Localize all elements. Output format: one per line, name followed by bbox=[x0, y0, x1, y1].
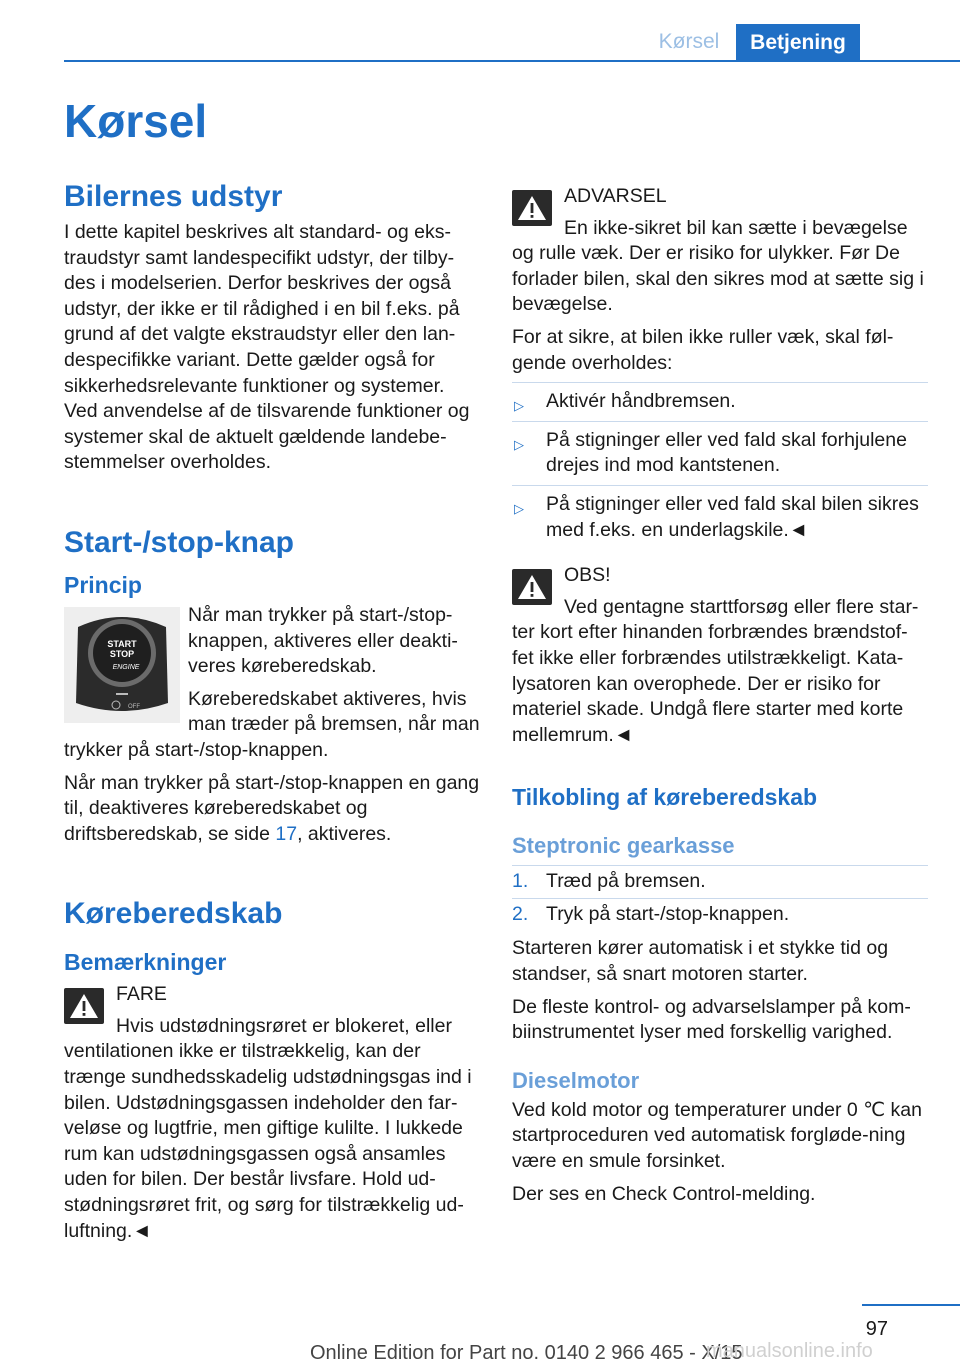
tab-betjening[interactable]: Betjening bbox=[736, 24, 860, 62]
warning-fare bbox=[64, 982, 480, 1244]
list-item bbox=[512, 382, 928, 422]
list-item-text: Aktivér håndbremsen. bbox=[546, 390, 736, 413]
step-text: Træd på bremsen. bbox=[546, 870, 706, 893]
subheading-tilkobling: Tilkobling af køreberedskab bbox=[512, 784, 818, 811]
paragraph-princip-3-text: Når man trykker på start-/stop-knappen en gang til, deaktiveres køreberedskabet og driftsberedskab, se side bbox=[64, 771, 480, 845]
button-text-engine: ENGINE bbox=[112, 663, 140, 671]
paragraph-lamper: De fleste kontrol- og advarselslamper på kom-biinstrumentet lyser med forskellig varighed. bbox=[512, 995, 911, 1044]
step-text: Tryk på start-/stop-knappen. bbox=[546, 902, 790, 925]
right-column bbox=[512, 184, 928, 1207]
paragraph-princip-1: Når man trykker på start-/stop-knappen, aktiveres eller deakti-veres kørеberedskab. bbox=[188, 603, 458, 678]
subheading-princip: Princip bbox=[64, 571, 142, 598]
section-title-start-stop: Start-/stop-knap bbox=[64, 525, 295, 559]
warning-title: FARE bbox=[116, 983, 167, 1006]
paragraph-princip-3 bbox=[64, 771, 480, 848]
list-item bbox=[512, 865, 928, 899]
subheading-dieselmotor: Dieselmotor bbox=[512, 1067, 640, 1093]
warning-triangle-icon bbox=[64, 988, 104, 1024]
page-number: 97 bbox=[865, 1318, 888, 1340]
footer-edition: Online Edition for Part no. 0140 2 966 465 - X/15 bbox=[310, 1342, 743, 1364]
footer-rule bbox=[862, 1304, 960, 1306]
step-number: 2. bbox=[512, 902, 529, 925]
chapter-title: Kørsel bbox=[64, 95, 208, 147]
list-item bbox=[512, 422, 928, 486]
step-number: 1. bbox=[512, 870, 529, 893]
left-column bbox=[64, 180, 480, 1244]
list-item-text: På stigninger eller ved fald skal bilen sikres med f.eks. en underlagskile.◄ bbox=[546, 492, 919, 541]
steps-list bbox=[512, 865, 928, 930]
paragraph-intro: For at sikre, at bilen ikke ruller væk, skal føl-gende overholdes: bbox=[512, 325, 894, 374]
warning-title: ADVARSEL bbox=[564, 185, 667, 207]
warning-text: En ikke-sikret bil kan sætte i bevægelse og rulle væk. Der er risiko for ulykker. Før De forlader bilen, skal den sikres mod at sætte sig i bevægelse. bbox=[512, 216, 924, 316]
paragraph-diesel: Ved kold motor og temperaturer under 0 ℃ kan startproceduren ved automatisk forgløde-ning være en smule forsinket. bbox=[512, 1098, 922, 1173]
warning-text: Hvis udstødningsrøret er blokeret, eller ventilationen ikke er tilstrækkelig, kan der trænge sundhedsskadelig udstødningsgas ind i bilen. Udstødningsgassen indeholder den far-veløse og lugtfrie, men giftige kulilte. I lukkede rum kan udstødningsgassen også ansamles uden for bilen. Der består livsfare. Hold ud-stødningsrøret frit, og sørg for tilstrækkelig ud-luftning.◄ bbox=[64, 1014, 472, 1242]
paragraph-udstyr: I dette kapitel beskrives alt standard- og eks-traudstyr samt landespecifikt udstyr, der tilby-des i modelserien. Derfor beskrives der også udstyr, der ikke er til rådighed i en bil f.eks. på grund af det valgte ekstraudstyr eller den lan-despecifikke variant. Dette gælder også for sikkerhedsrelevante funktioner og systemer. Ved anvendelse af de tilsvarende funktioner og systemer skal de aktuelt gældende landebe-stemmelser overholdes. bbox=[64, 221, 470, 474]
paragraph-princip-3-end: , aktiveres. bbox=[297, 822, 392, 845]
list-item-text: På stigninger eller ved fald skal forhjulene drejes ind mod kantstenen. bbox=[546, 428, 907, 477]
list-item bbox=[512, 899, 928, 931]
start-stop-button-image bbox=[64, 607, 180, 723]
header-rule bbox=[64, 60, 960, 62]
paragraph-check-control: Der ses en Check Control-melding. bbox=[512, 1182, 816, 1205]
paragraph-princip-2: Køreberedskabet aktiveres, hvis man træder på bremsen, når man trykker på start-/stop-knappen. bbox=[64, 687, 480, 761]
warning-triangle-icon bbox=[512, 569, 552, 605]
button-text-stop: STOP bbox=[109, 648, 135, 659]
warning-title: OBS! bbox=[564, 564, 611, 587]
warning-triangle-icon bbox=[512, 190, 552, 226]
tab-korsel[interactable]: Kørsel bbox=[658, 30, 720, 53]
subheading-bemaerkninger: Bemærkninger bbox=[64, 949, 227, 976]
list-item bbox=[512, 486, 928, 549]
warning-obs bbox=[512, 563, 928, 748]
triangle-bullet-icon: ▷ bbox=[514, 500, 524, 516]
button-text-off: OFF bbox=[128, 703, 140, 710]
triangle-bullet-icon: ▷ bbox=[514, 436, 524, 452]
button-text-start: START bbox=[107, 638, 137, 649]
section-title-bilernes-udstyr: Bilernes udstyr bbox=[64, 180, 283, 213]
watermark: manualsonline.info bbox=[706, 1340, 873, 1362]
triangle-bullet-icon: ▷ bbox=[514, 398, 524, 414]
warning-text: Ved gentagne starttforsøg eller flere star-ter kort efter hinanden forbrændes brændstof-fet ikke eller forbrændes utilstrækkeligt. Kata-lysatoren kan overophede. Der er risiko for materiel skade. Undgå flere starter med korte mellemrum.◄ bbox=[512, 595, 919, 746]
bullet-list bbox=[512, 382, 928, 549]
page-link-17[interactable]: 17 bbox=[275, 822, 298, 845]
warning-advarsel bbox=[512, 184, 928, 318]
section-title-koreberedskab: Køreberedskab bbox=[64, 897, 283, 931]
subheading-steptronic: Steptronic gearkasse bbox=[512, 833, 735, 859]
paragraph-starter: Starteren kører automatisk i et stykke tid og standser, så snart motoren starter. bbox=[512, 937, 889, 986]
